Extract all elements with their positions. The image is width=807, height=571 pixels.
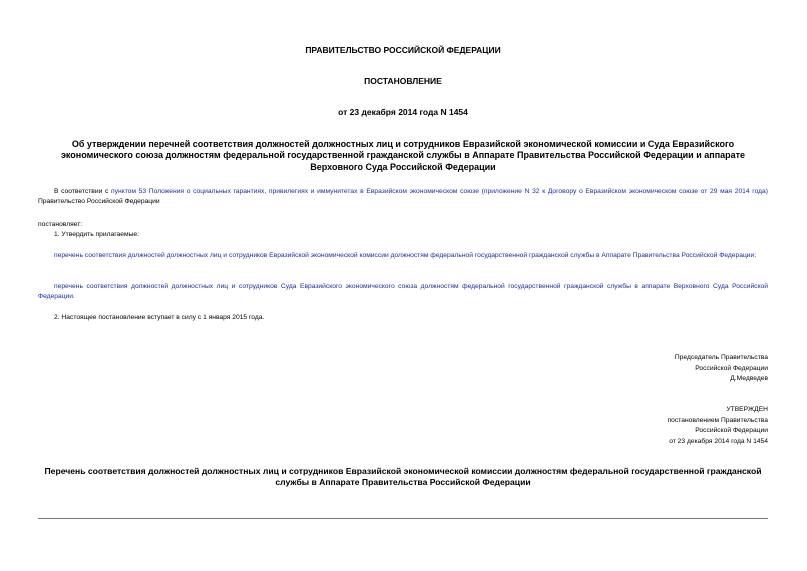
- government-heading: ПРАВИТЕЛЬСТВО РОССИЙСКОЙ ФЕДЕРАЦИИ: [305, 45, 501, 55]
- item-2-text: 2. Настоящее постановление вступает в силу с 1 января 2015 года.: [54, 314, 265, 321]
- resolves-text: постановляет:: [38, 221, 83, 228]
- intro-suffix: Правительство Российской Федерации: [38, 198, 160, 206]
- item-1-text: 1. Утвердить прилагаемые:: [54, 231, 139, 238]
- list-2-link[interactable]: перечень соответствия должностей должностных лиц и сотрудников Суда Евразийского экономического союза должностям федеральной государственной гражданской службы в аппарате Верховного Суда Российской Федерации.: [38, 283, 768, 301]
- signature-country: Российской Федерации: [695, 364, 768, 372]
- list-2-paragraph: [38, 282, 768, 302]
- document-title: Об утверждении перечней соответствия должностей должностных лиц и сотрудников Евразийской экономической комиссии и Суда Евразийского экономического союза должностям федеральной государственной гражданской службы в Аппарате Правительства Российской Федерации и аппарате Верховного Суда Российской Федерации: [60, 139, 746, 172]
- intro-paragraph: [38, 187, 768, 207]
- horizontal-divider: [38, 518, 768, 519]
- document-date-number: от 23 декабря 2014 года N 1454: [338, 107, 468, 117]
- intro-law-link[interactable]: пунктом 53 Положения о социальных гарантиях, привилегиях и иммунитетах в Евразийском экономическом союзе (приложение N 32 к Договору о Евразийском экономическом союзе от 29 мая 2014 года): [111, 188, 769, 195]
- approval-block: [668, 405, 768, 447]
- document-type-heading: ПОСТАНОВЛЕНИЕ: [364, 76, 442, 86]
- list-1-paragraph: [38, 251, 768, 261]
- approval-country: Российской Федерации: [695, 427, 768, 435]
- approval-by: постановлением Правительства: [667, 416, 768, 424]
- approval-date: от 23 декабря 2014 года N 1454: [669, 437, 768, 445]
- approval-heading: УТВЕРЖДЕН: [726, 406, 768, 413]
- signature-position: Председатель Правительства: [674, 354, 768, 361]
- signature-block: [675, 353, 768, 385]
- appendix-title: Перечень соответствия должностей должностных лиц и сотрудников Евразийской экономической комиссии должностям федеральной государственной гражданской службы в Аппарате Правительства Российской Федерации: [44, 466, 762, 488]
- signature-name: Д.Медведев: [730, 375, 768, 383]
- intro-prefix: В соответствии с: [54, 188, 112, 195]
- list-1-link[interactable]: перечень соответствия должностей должностных лиц и сотрудников Евразийской экономической комиссии должностям федеральной государственной гражданской службы в Аппарате Правительства Российской Федерации;: [54, 252, 757, 259]
